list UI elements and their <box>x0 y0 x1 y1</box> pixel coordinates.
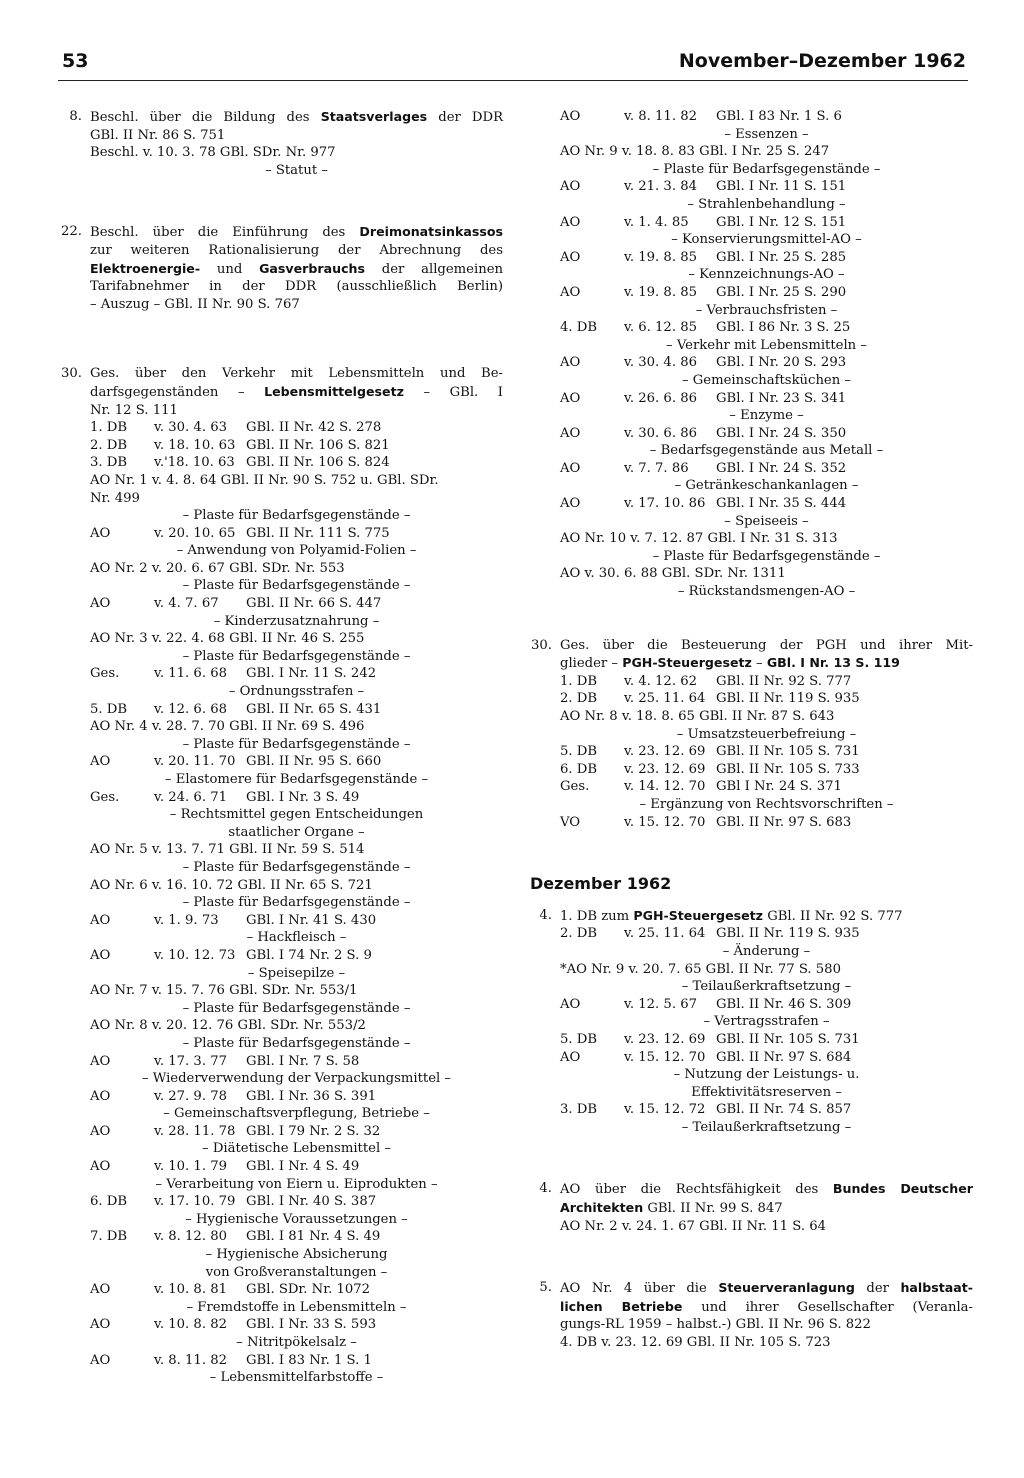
citation-row <box>560 925 973 943</box>
entry-line: Architekten GBl. II Nr. 99 S. 847 <box>560 1200 783 1217</box>
citation-type: AO <box>560 460 581 476</box>
entry-number: 30. <box>531 637 552 653</box>
citation-source: GBl. I Nr. 36 S. 391 <box>246 1088 377 1104</box>
citation-source: GBl. II Nr. 119 S. 935 <box>716 926 860 942</box>
citation-date: v. 21. 3. 84 <box>624 179 697 195</box>
citation-date: v. 17. 10. 86 <box>624 496 706 512</box>
citation-date: v. 20. 10. 65 <box>154 525 236 541</box>
citation-source: GBl. I 83 Nr. 1 S. 1 <box>246 1352 372 1368</box>
citation-line: AO v. 30. 6. 88 GBl. SDr. Nr. 1311 <box>560 566 786 582</box>
citation-subtitle: – Hackfleisch – <box>246 930 347 946</box>
header-rule <box>58 80 968 81</box>
citation-type: 2. DB <box>560 691 598 707</box>
citation-subtitle: – Hygienische Voraussetzungen – <box>185 1211 408 1227</box>
citation-subtitle: – Fremdstoffe in Lebensmitteln – <box>186 1299 407 1315</box>
citation-source: GBl. II Nr. 111 S. 775 <box>246 525 390 541</box>
citation-row <box>90 419 503 437</box>
citation-date: v. 1. 4. 85 <box>624 214 689 230</box>
citation-subtitle: – Plaste für Bedarfsgegenstände – <box>182 578 411 594</box>
citation-row <box>90 525 503 543</box>
citation-type: Ges. <box>560 779 590 795</box>
citation-row <box>560 178 973 196</box>
citation-type: AO <box>90 947 111 963</box>
citation-subtitle: – Plaste für Bedarfsgegenstände – <box>182 508 411 524</box>
citation-source: GBl. II Nr. 97 S. 683 <box>716 814 852 830</box>
citation-date: v. 4. 12. 62 <box>624 673 697 689</box>
citation-subtitle: – Plaste für Bedarfsgegenstände – <box>182 648 411 664</box>
citation-list <box>90 419 503 1387</box>
running-head: November–Dezember 1962 <box>678 50 966 72</box>
left-column <box>58 108 503 1387</box>
entry-number: 4. <box>539 1181 552 1197</box>
citation-line: AO Nr. 8 v. 18. 8. 65 GBl. II Nr. 87 S. 643 <box>560 709 835 724</box>
citation-line: AO Nr. 4 v. 28. 7. 70 GBl. II Nr. 69 S. 496 <box>90 719 365 735</box>
citation-source: GBl. II Nr. 105 S. 731 <box>716 744 860 760</box>
citation-subtitle: – Speiseeis – <box>724 513 809 529</box>
citation-row <box>90 789 503 807</box>
citation-row <box>90 1158 503 1176</box>
citation-row <box>90 912 503 930</box>
citation-row <box>560 495 973 513</box>
entry-number: 5. <box>539 1280 552 1296</box>
citation-row <box>560 425 973 443</box>
citation-source: GBl. I 74 Nr. 2 S. 9 <box>246 947 372 963</box>
entry-line: 4. DB v. 23. 12. 69 GBl. II Nr. 105 S. 723 <box>560 1335 831 1351</box>
citation-line: Nr. 499 <box>90 490 140 506</box>
citation-row <box>90 1193 503 1211</box>
citation-source: GBl. I Nr. 23 S. 341 <box>716 390 847 406</box>
citation-subtitle: – Teilaußerkraftsetzung – <box>681 979 852 995</box>
citation-subtitle: – Kinderzusatznahrung – <box>213 613 380 629</box>
citation-row <box>90 1316 503 1334</box>
citation-line: AO Nr. 1 v. 4. 8. 64 GBl. II Nr. 90 S. 752 u. GBl. SDr. <box>90 472 439 488</box>
citation-source: GBl. I Nr. 35 S. 444 <box>716 496 847 512</box>
citation-row <box>90 454 503 472</box>
entry-line: Elektroenergie- und Gasverbrauchs der allgemeinen <box>90 260 503 277</box>
citation-type: 5. DB <box>90 701 128 717</box>
citation-row <box>90 1281 503 1299</box>
entry-line: lichen Betriebe und ihrer Gesellschafter (Veranla- <box>560 1298 974 1315</box>
entry-line: darfsgegenständen – Lebensmittelgesetz – GBl. I <box>90 383 503 400</box>
citation-type: AO <box>90 1282 111 1298</box>
citation-date: v. 23. 12. 69 <box>624 744 706 760</box>
entry-line: gungs-RL 1959 – halbst.-) GBl. II Nr. 96 S. 822 <box>560 1317 871 1333</box>
citation-type: AO <box>90 1053 111 1069</box>
entry-line: GBl. II Nr. 86 S. 751 <box>90 127 226 143</box>
citation-type: 7. DB <box>90 1229 128 1245</box>
citation-date: v. 11. 6. 68 <box>154 666 227 682</box>
citation-type: 1. DB <box>90 420 128 436</box>
page-number: 53 <box>62 50 89 72</box>
citation-subtitle: – Bedarfsgegenstände aus Metall – <box>649 443 884 459</box>
citation-row <box>560 390 973 408</box>
citation-subtitle: – Rechtsmittel gegen Entscheidungen <box>169 807 424 823</box>
citation-date: v. 10. 12. 73 <box>154 947 236 963</box>
citation-row <box>560 354 973 372</box>
citation-type: AO <box>90 596 111 612</box>
citation-source: GBl. II Nr. 106 S. 821 <box>246 437 390 453</box>
citation-subtitle: – Getränkeschankanlagen – <box>674 478 859 494</box>
citation-type: AO <box>560 355 581 371</box>
citation-type: 2. DB <box>560 926 598 942</box>
entry-8 <box>58 108 503 179</box>
citation-source: GBl I Nr. 24 S. 371 <box>716 779 842 795</box>
citation-row <box>560 778 973 796</box>
citation-subtitle: – Plaste für Bedarfsgegenstände – <box>652 548 881 564</box>
citation-type: 4. DB <box>560 320 598 336</box>
citation-row <box>560 108 973 126</box>
citation-date: v. 14. 12. 70 <box>624 779 706 795</box>
citation-row <box>90 595 503 613</box>
citation-date: v. 23. 12. 69 <box>624 1031 706 1047</box>
entry-line: AO Nr. 2 v. 24. 1. 67 GBl. II Nr. 11 S. 64 <box>560 1218 826 1234</box>
citation-type: VO <box>560 814 581 830</box>
citation-date: v. 7. 7. 86 <box>624 460 689 476</box>
entry-22 <box>58 223 503 313</box>
entry-line: Ges. über die Besteuerung der PGH und ihrer Mit- <box>560 637 973 653</box>
citation-type: AO <box>560 390 581 406</box>
entry-number: 30. <box>61 366 82 382</box>
entry-line: Nr. 12 S. 111 <box>90 402 178 418</box>
citation-source: GBl. I Nr. 41 S. 430 <box>246 912 377 928</box>
entry-4-architekten <box>528 1180 973 1235</box>
citation-type: AO <box>560 249 581 265</box>
citation-source: GBl. I Nr. 20 S. 293 <box>716 355 847 371</box>
citation-type: AO <box>90 1088 111 1104</box>
citation-source: GBl. II Nr. 92 S. 777 <box>716 673 852 689</box>
citation-subtitle: – Verarbeitung von Eiern u. Eiprodukten – <box>155 1176 438 1192</box>
citation-subtitle: – Ergänzung von Rechtsvorschriften – <box>639 796 894 812</box>
citation-subtitle: – Plaste für Bedarfsgegenstände – <box>182 1035 411 1051</box>
citation-date: v. 10. 1. 79 <box>154 1159 227 1175</box>
citation-date: v. 17. 10. 79 <box>154 1194 236 1210</box>
citation-row <box>560 284 973 302</box>
citation-source: GBl. I 79 Nr. 2 S. 32 <box>246 1123 381 1139</box>
citation-date: v. 15. 12. 70 <box>624 1049 706 1065</box>
citation-subtitle: – Teilaußerkraftsetzung – <box>681 1119 852 1135</box>
citation-line: AO Nr. 7 v. 15. 7. 76 GBl. SDr. Nr. 553/1 <box>90 983 358 999</box>
citation-source: GBl. I Nr. 24 S. 350 <box>716 425 847 441</box>
entry-line: AO Nr. 4 über die Steuerveranlagung der halbstaat- <box>560 1280 974 1297</box>
entry-line: Tarifabnehmer in der DDR (ausschließlich Berlin) <box>90 279 503 295</box>
citation-subtitle: staatlicher Organe – <box>228 824 365 840</box>
entry-30-continued <box>528 108 973 601</box>
citation-line: *AO Nr. 9 v. 20. 7. 65 GBl. II Nr. 77 S. 580 <box>560 961 841 977</box>
citation-type: AO <box>90 1159 111 1175</box>
citation-source: GBl. II Nr. 119 S. 935 <box>716 691 860 707</box>
citation-subtitle: – Gemeinschaftsküchen – <box>681 372 852 388</box>
citation-subtitle: – Hygienische Absicherung <box>205 1247 388 1263</box>
citation-source: GBl. I Nr. 12 S. 151 <box>716 214 847 230</box>
citation-date: v. 15. 12. 70 <box>624 814 706 830</box>
citation-source: GBl. I Nr. 4 S. 49 <box>246 1159 360 1175</box>
entry-line: zur weiteren Rationalisierung der Abrechnung des <box>90 242 503 258</box>
citation-row <box>90 1228 503 1246</box>
citation-row <box>560 1101 973 1119</box>
citation-type: 3. DB <box>90 455 128 471</box>
citation-type: 6. DB <box>560 761 598 777</box>
citation-row <box>560 249 973 267</box>
citation-subtitle: – Rückstandsmengen-AO – <box>677 584 856 600</box>
citation-subtitle: – Ordnungsstrafen – <box>228 684 365 700</box>
citation-type: AO <box>90 1123 111 1139</box>
citation-source: GBl. I Nr. 25 S. 290 <box>716 284 847 300</box>
entry-5-steuerveranlagung <box>528 1279 973 1351</box>
citation-date: v. 19. 8. 85 <box>624 284 697 300</box>
entry-4-pgh <box>528 907 973 1137</box>
citation-date: v. 18. 10. 63 <box>154 437 236 453</box>
citation-row <box>560 761 973 779</box>
citation-source: GBl. II Nr. 65 S. 431 <box>246 701 382 717</box>
citation-subtitle: – Anwendung von Polyamid-Folien – <box>176 543 417 559</box>
entry-line: AO über die Rechtsfähigkeit des Bundes Deutscher <box>560 1181 973 1198</box>
citation-type: 6. DB <box>90 1194 128 1210</box>
citation-subtitle: – Plaste für Bedarfsgegenstände – <box>182 736 411 752</box>
citation-date: v. 25. 11. 64 <box>624 926 706 942</box>
citation-date: v. 10. 8. 82 <box>154 1317 227 1333</box>
citation-date: v. 24. 6. 71 <box>154 789 227 805</box>
citation-line: AO Nr. 9 v. 18. 8. 83 GBl. I Nr. 25 S. 247 <box>560 144 830 160</box>
citation-row <box>560 1031 973 1049</box>
entry-line: Beschl. über die Einführung des Dreimonatsinkassos <box>90 224 503 241</box>
citation-subtitle: – Änderung – <box>722 943 811 959</box>
citation-subtitle: – Gemeinschaftsverpflegung, Betriebe – <box>163 1106 430 1122</box>
citation-row <box>90 665 503 683</box>
citation-subtitle: – Strahlenbehandlung – <box>687 196 846 212</box>
citation-type: AO <box>560 425 581 441</box>
citation-source: GBl. I 86 Nr. 3 S. 25 <box>716 320 851 336</box>
citation-list <box>560 108 973 601</box>
citation-source: GBl. I Nr. 33 S. 593 <box>246 1317 377 1333</box>
citation-date: v. 25. 11. 64 <box>624 691 706 707</box>
citation-subtitle: – Verkehr mit Lebensmitteln – <box>666 337 867 353</box>
citation-source: GBl. II Nr. 46 S. 309 <box>716 996 852 1012</box>
citation-date: v. 8. 11. 82 <box>624 109 697 124</box>
citation-subtitle: – Plaste für Bedarfsgegenstände – <box>182 1000 411 1016</box>
entry-line: Beschl. über die Bildung des Staatsverlages der DDR <box>90 109 503 125</box>
entry-line: Ges. über den Verkehr mit Lebensmitteln und Be- <box>90 366 503 382</box>
citation-type: AO <box>560 109 581 124</box>
citation-subtitle: – Vertragsstrafen – <box>703 1014 830 1030</box>
entry-line: – Auszug – GBl. II Nr. 90 S. 767 <box>90 296 300 312</box>
citation-row <box>560 319 973 337</box>
citation-subtitle: – Plaste für Bedarfsgegenstände – <box>182 859 411 875</box>
citation-row <box>560 1049 973 1067</box>
citation-date: v. 8. 11. 82 <box>154 1352 227 1368</box>
citation-subtitle: – Speisepilze – <box>247 965 346 981</box>
citation-source: GBl. II Nr. 95 S. 660 <box>246 754 382 770</box>
entry-subtitle: – Statut – <box>265 162 328 178</box>
citation-type: AO <box>560 496 581 512</box>
citation-date: v. 30. 6. 86 <box>624 425 697 441</box>
citation-source: GBl. II Nr. 74 S. 857 <box>716 1102 852 1118</box>
citation-type: 5. DB <box>560 744 598 760</box>
entry-line: Beschl. v. 10. 3. 78 GBl. SDr. Nr. 977 <box>90 145 336 161</box>
citation-source: GBl. I Nr. 40 S. 387 <box>246 1194 377 1210</box>
citation-subtitle: – Plaste für Bedarfsgegenstände – <box>182 895 411 911</box>
citation-source: GBl. II Nr. 97 S. 684 <box>716 1049 852 1065</box>
entry-number: 8. <box>69 109 82 124</box>
citation-row <box>90 1088 503 1106</box>
citation-row <box>90 1053 503 1071</box>
citation-line: AO Nr. 10 v. 7. 12. 87 GBl. I Nr. 31 S. 313 <box>560 531 838 547</box>
citation-date: v.'18. 10. 63 <box>154 455 235 471</box>
citation-row <box>90 437 503 455</box>
citation-source: GBl. II Nr. 66 S. 447 <box>246 596 382 612</box>
citation-subtitle: – Essenzen – <box>724 126 809 142</box>
citation-line: AO Nr. 6 v. 16. 10. 72 GBl. II Nr. 65 S. 721 <box>90 877 373 893</box>
entry-line: glieder – PGH-Steuergesetz – GBl. I Nr. 13 S. 119 <box>560 655 900 672</box>
citation-subtitle: von Großveranstaltungen – <box>205 1264 388 1280</box>
citation-type: 3. DB <box>560 1102 598 1118</box>
citation-subtitle: – Verbrauchsfristen – <box>695 302 838 318</box>
citation-row <box>560 460 973 478</box>
citation-date: v. 20. 11. 70 <box>154 754 236 770</box>
citation-source: GBl. I Nr. 7 S. 58 <box>246 1053 360 1069</box>
citation-type: AO <box>560 284 581 300</box>
citation-source: GBl. I 81 Nr. 4 S. 49 <box>246 1229 381 1245</box>
entry-30-pgh-steuergesetz <box>528 637 973 832</box>
citation-date: v. 8. 12. 80 <box>154 1229 227 1245</box>
citation-type: Ges. <box>90 789 120 805</box>
citation-date: v. 10. 8. 81 <box>154 1282 227 1298</box>
citation-source: GBl. I Nr. 25 S. 285 <box>716 249 847 265</box>
citation-line: AO Nr. 5 v. 13. 7. 71 GBl. II Nr. 59 S. 514 <box>90 842 365 858</box>
citation-date: v. 27. 9. 78 <box>154 1088 227 1104</box>
citation-date: v. 28. 11. 78 <box>154 1123 236 1139</box>
citation-type: Ges. <box>90 666 120 682</box>
citation-source: GBl. I 83 Nr. 1 S. 6 <box>716 109 842 124</box>
citation-row <box>560 673 973 691</box>
citation-type: AO <box>560 179 581 195</box>
citation-subtitle: – Wiederverwendung der Verpackungsmittel – <box>141 1071 452 1087</box>
entry-line: 1. DB zum PGH-Steuergesetz GBl. II Nr. 92 S. 777 <box>560 907 903 924</box>
citation-date: v. 4. 7. 67 <box>154 596 219 612</box>
citation-row <box>90 1352 503 1370</box>
citation-date: v. 1. 9. 73 <box>154 912 219 928</box>
citation-source: GBl. SDr. Nr. 1072 <box>246 1282 371 1298</box>
citation-source: GBl. I Nr. 3 S. 49 <box>246 789 360 805</box>
citation-line: AO Nr. 8 v. 20. 12. 76 GBl. SDr. Nr. 553/2 <box>90 1018 366 1034</box>
citation-date: v. 30. 4. 86 <box>624 355 697 371</box>
citation-row <box>560 814 973 832</box>
citation-row <box>90 701 503 719</box>
citation-type: AO <box>560 1049 581 1065</box>
citation-date: v. 26. 6. 86 <box>624 390 697 406</box>
citation-type: 2. DB <box>90 437 128 453</box>
citation-type: AO <box>90 1352 111 1368</box>
citation-date: v. 6. 12. 85 <box>624 320 697 336</box>
citation-date: v. 23. 12. 69 <box>624 761 706 777</box>
citation-subtitle: – Lebensmittelfarbstoffe – <box>209 1370 384 1386</box>
citation-date: v. 30. 4. 63 <box>154 420 227 436</box>
citation-type: 1. DB <box>560 673 598 689</box>
citation-row <box>560 996 973 1014</box>
citation-subtitle: – Diätetische Lebensmittel – <box>202 1141 391 1157</box>
citation-type: AO <box>90 525 111 541</box>
entry-number: 4. <box>539 907 552 923</box>
citation-date: v. 15. 12. 72 <box>624 1102 706 1118</box>
citation-source: GBl. II Nr. 106 S. 824 <box>246 455 390 471</box>
entry-number: 22. <box>61 224 82 240</box>
entry-30-lebensmittelgesetz <box>58 365 503 1386</box>
citation-line: AO Nr. 2 v. 20. 6. 67 GBl. SDr. Nr. 553 <box>90 560 345 576</box>
citation-type: AO <box>560 996 581 1012</box>
citation-source: GBl. II Nr. 105 S. 731 <box>716 1031 860 1047</box>
citation-type: AO <box>90 1317 111 1333</box>
citation-subtitle: – Plaste für Bedarfsgegenstände – <box>652 161 881 177</box>
citation-row <box>560 690 973 708</box>
citation-type: 5. DB <box>560 1031 598 1047</box>
citation-subtitle: – Nitritpökelsalz – <box>236 1335 357 1350</box>
citation-subtitle: Effektivitätsreserven – <box>691 1084 842 1100</box>
citation-list <box>560 925 973 1136</box>
citation-subtitle: – Umsatzsteuerbefreiung – <box>676 726 857 742</box>
citation-subtitle: – Enzyme – <box>729 408 804 424</box>
section-heading: Dezember 1962 <box>530 874 672 894</box>
citation-subtitle: – Konservierungsmittel-AO – <box>671 232 862 248</box>
citation-row <box>560 743 973 761</box>
citation-subtitle: – Kennzeichnungs-AO – <box>688 267 845 283</box>
citation-subtitle: – Nutzung der Leistungs- u. <box>673 1067 860 1083</box>
citation-source: GBl. II Nr. 42 S. 278 <box>246 420 382 436</box>
citation-row <box>560 214 973 232</box>
citation-type: AO <box>560 214 581 230</box>
citation-source: GBl. II Nr. 105 S. 733 <box>716 761 860 777</box>
citation-row <box>90 753 503 771</box>
citation-date: v. 12. 6. 68 <box>154 701 227 717</box>
citation-subtitle: – Elastomere für Bedarfsgegenstände – <box>164 772 429 787</box>
citation-source: GBl. I Nr. 11 S. 242 <box>246 666 377 682</box>
citation-list <box>560 673 973 831</box>
citation-type: AO <box>90 754 111 770</box>
citation-source: GBl. I Nr. 11 S. 151 <box>716 179 847 195</box>
citation-type: AO <box>90 912 111 928</box>
citation-date: v. 17. 3. 77 <box>154 1053 227 1069</box>
citation-row <box>90 947 503 965</box>
citation-date: v. 19. 8. 85 <box>624 249 697 265</box>
citation-line: AO Nr. 3 v. 22. 4. 68 GBl. II Nr. 46 S. 255 <box>90 631 365 647</box>
right-column <box>528 108 973 1352</box>
citation-date: v. 12. 5. 67 <box>624 996 697 1012</box>
citation-row <box>90 1123 503 1141</box>
citation-source: GBl. I Nr. 24 S. 352 <box>716 460 847 476</box>
